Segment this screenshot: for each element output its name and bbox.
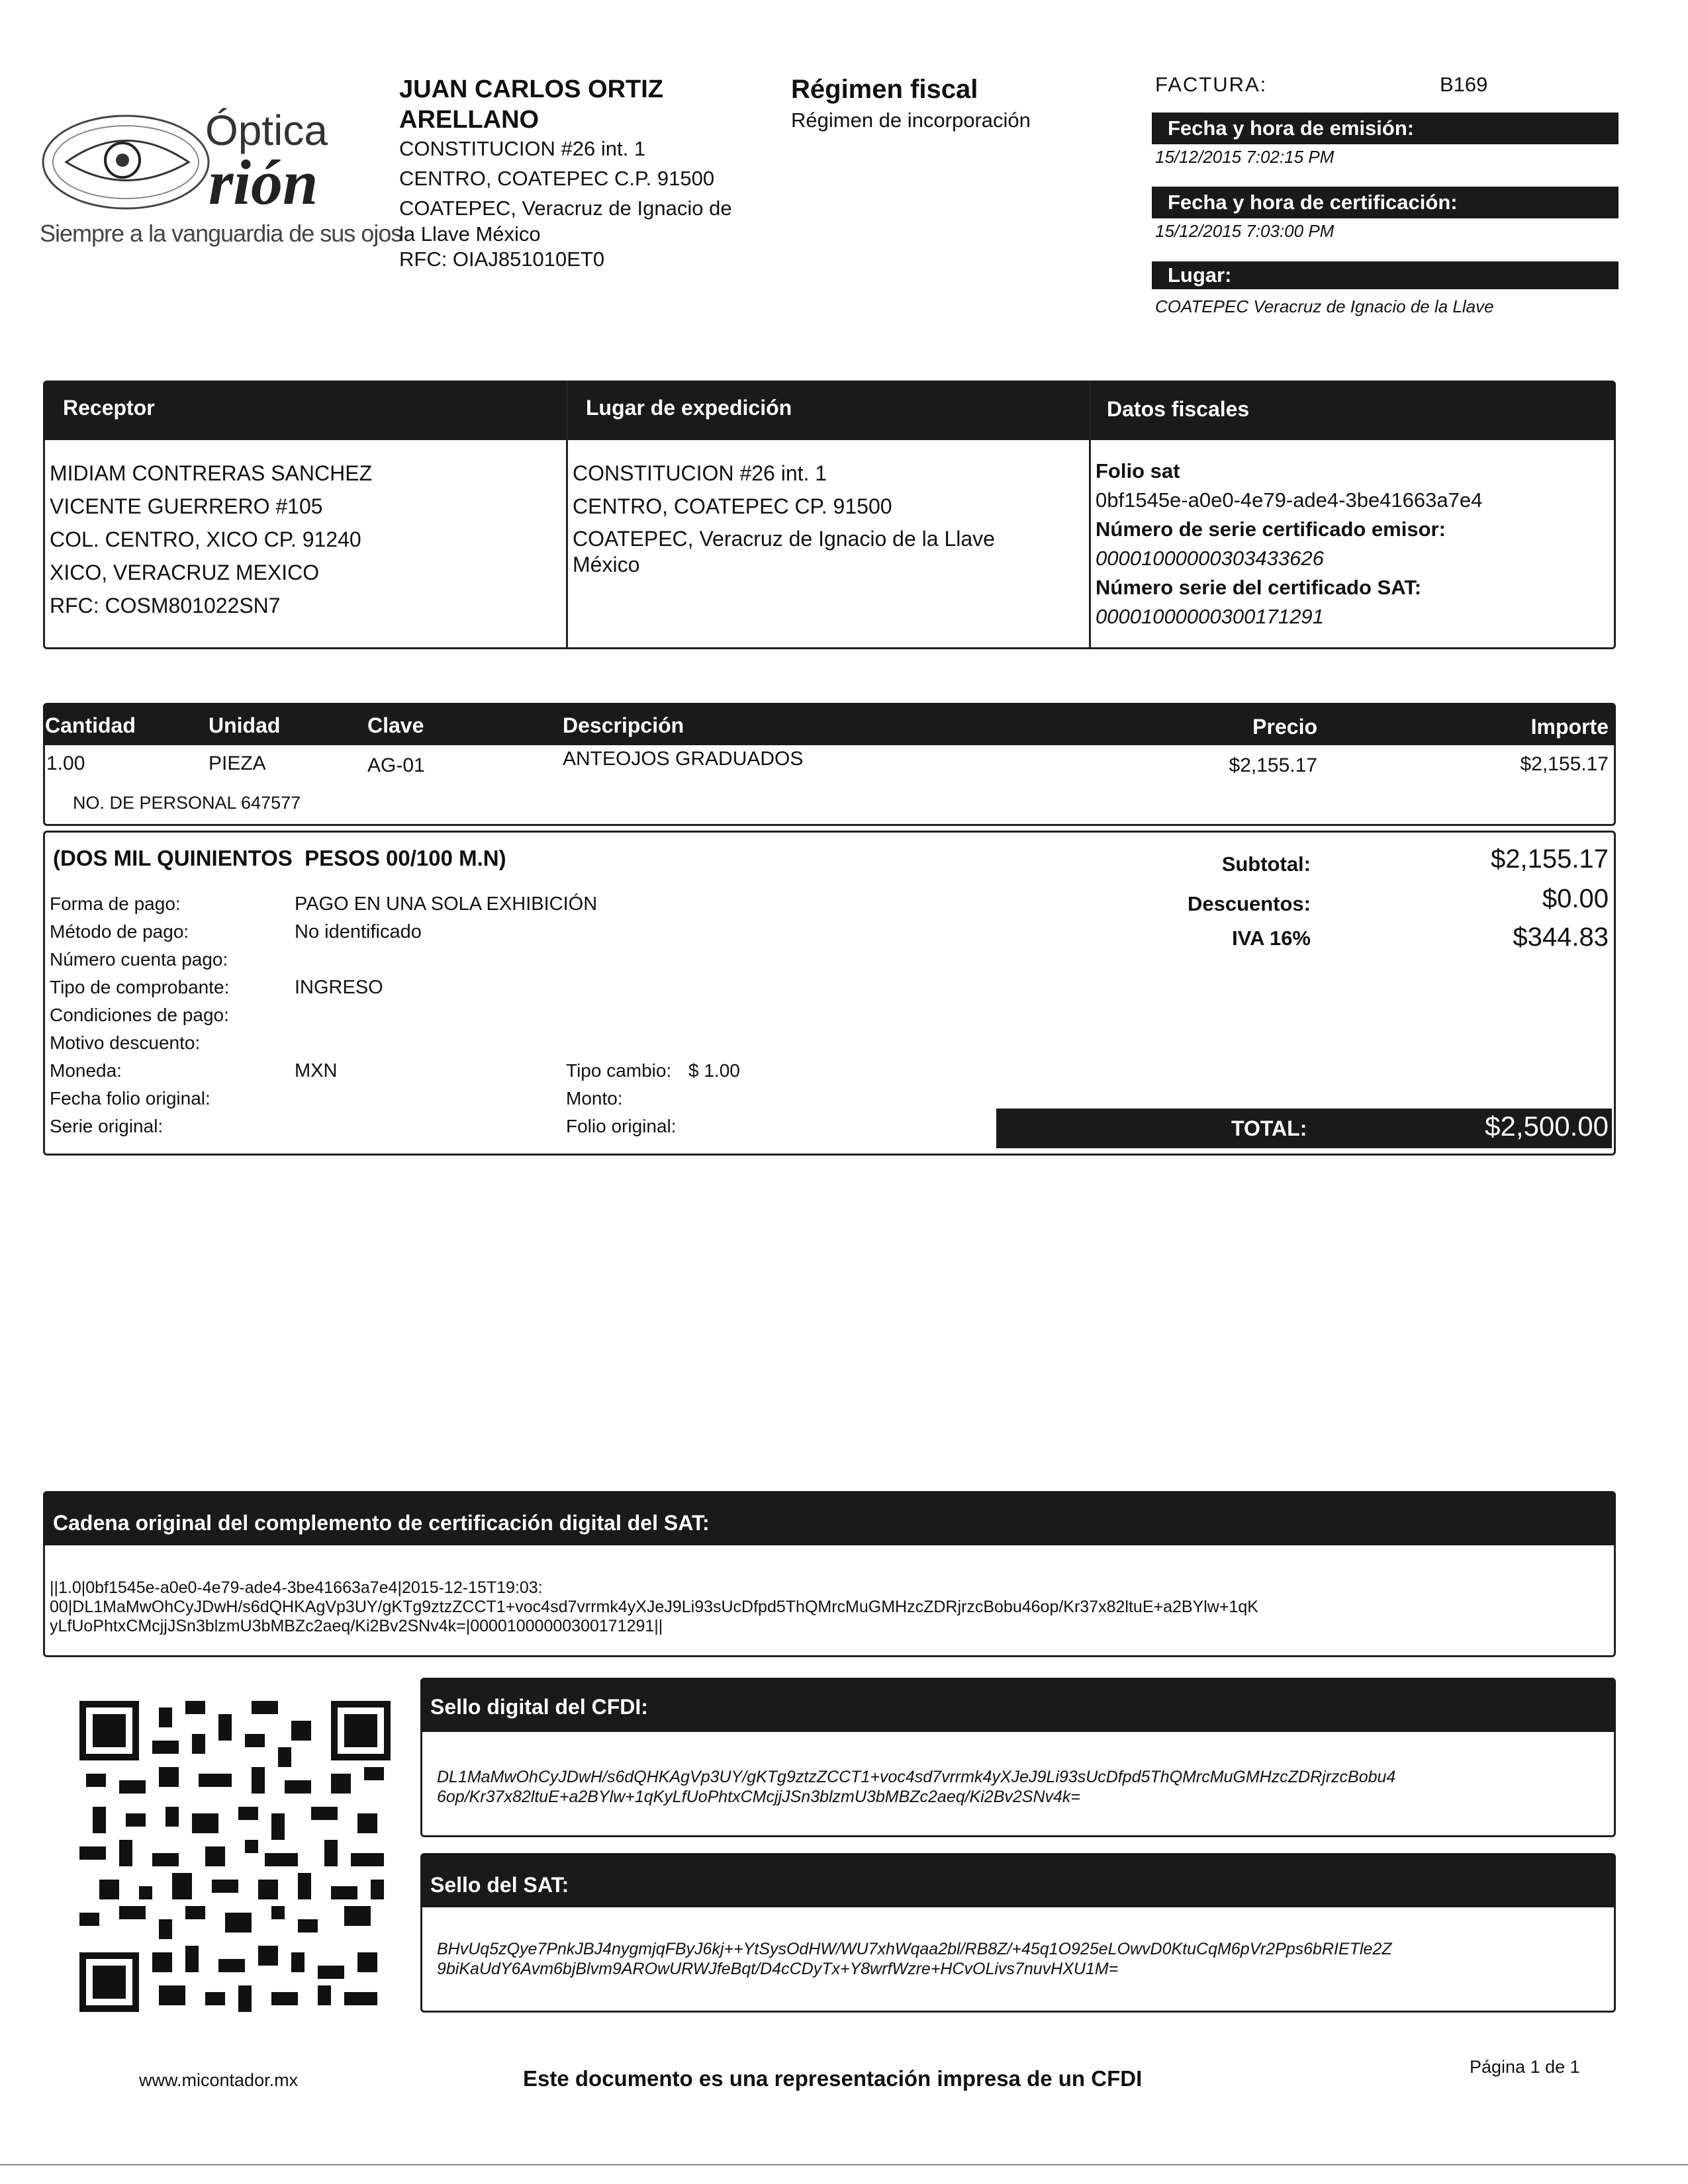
parties-divider-1 (566, 381, 568, 649)
descuentos-label: Descuentos: (1187, 892, 1311, 915)
receptor-details (50, 457, 372, 622)
certificacion-label: Fecha y hora de certificación: (1168, 191, 1458, 214)
sello-cfdi-text (437, 1767, 1395, 1807)
certificacion-value: 15/12/2015 7:03:00 PM (1155, 221, 1335, 241)
tipo-cambio-value: $ 1.00 (688, 1060, 740, 1081)
expedicion-line: COATEPEC, Veracruz de Ignacio de la Llave (573, 527, 995, 551)
expedicion-line: CENTRO, COATEPEC CP. 91500 (573, 494, 892, 518)
tipo-cambio-label: Tipo cambio: (566, 1060, 672, 1081)
issuer-name-line1: JUAN CARLOS ORTIZ (399, 75, 663, 103)
col-header-clave: Clave (367, 713, 424, 737)
summary-labels (50, 890, 229, 1140)
item-importe: $2,155.17 (1520, 753, 1609, 775)
sello-sat-line: BHvUq5zQye7PnkJBJ4nygmjqFByJ6kj++YtSysOdHW/WU7xhWqaa2bl/RB8Z/+45q1O925eLOwvD0KtuCqM6pVr2Pps6bRIETle2Z (437, 1940, 1392, 1958)
sello-sat-line: 9biKaUdY6Avm6bjBlvm9AROwURWJfeBqt/D4cCDyTx+Y8wrfWzre+HCvOLivs7nuvHXU1M= (437, 1960, 1119, 1978)
emision-label: Fecha y hora de emisión: (1168, 116, 1415, 140)
receptor-line: COL. CENTRO, XICO CP. 91240 (50, 527, 361, 551)
parties-header-bar (43, 381, 1616, 440)
receptor-line: XICO, VERACRUZ MEXICO (50, 561, 320, 584)
expedicion-header: Lugar de expedición (586, 396, 792, 420)
subtotal-label: Subtotal: (1221, 852, 1311, 876)
subtotal-value: $2,155.17 (1491, 844, 1609, 874)
expedicion-line: México (573, 553, 640, 576)
sello-sat-header (420, 1853, 1616, 1907)
descuentos-value: $0.00 (1542, 884, 1609, 913)
item-cantidad: 1.00 (46, 752, 85, 774)
lugar-label: Lugar: (1168, 263, 1232, 287)
lugar-header (1152, 261, 1618, 289)
issuer-block (399, 74, 770, 273)
cadena-line: yLfUoPhtxCMcjjJSn3blzmU3bMBZc2aeq/Ki2Bv2SNv4k=|00001000000300171291|| (50, 1617, 663, 1635)
footer-statement: Este documento es una representación impresa de un CFDI (523, 2066, 1143, 2091)
logo-brand: rión (209, 147, 318, 218)
folio-original-label: Folio original: (566, 1116, 677, 1136)
serie-sat-value: 00001000000300171291 (1096, 605, 1324, 628)
cadena-header (43, 1491, 1616, 1545)
fiscales-header: Datos fiscales (1107, 397, 1250, 421)
expedicion-details (573, 457, 995, 574)
condiciones-label: Condiciones de pago: (50, 1005, 229, 1025)
receptor-line: RFC: COSM801022SN7 (50, 594, 281, 617)
col-header-descripcion: Descripción (563, 713, 684, 737)
emision-header (1152, 113, 1618, 144)
lugar-value: COATEPEC Veracruz de Ignacio de la Llave (1155, 296, 1494, 316)
issuer-address4: la Llave México (399, 222, 541, 246)
iva-label: IVA 16% (1232, 927, 1311, 950)
fiscales-details (1096, 457, 1482, 631)
factura-number: B169 (1440, 73, 1488, 96)
sello-sat-text (437, 1939, 1392, 1979)
summary-box (43, 831, 1616, 1156)
total-value: $2,500.00 (1485, 1111, 1609, 1142)
expedicion-line: CONSTITUCION #26 int. 1 (573, 461, 827, 485)
total-label: TOTAL: (1231, 1116, 1307, 1140)
iva-value: $344.83 (1513, 923, 1609, 952)
footer-website: www.micontador.mx (139, 2070, 299, 2090)
issuer-rfc: RFC: OIAJ851010ET0 (399, 248, 605, 271)
cadena-title: Cadena original del complemento de certificación digital del SAT: (53, 1511, 710, 1535)
logo (40, 99, 402, 265)
item-clave: AG-01 (367, 754, 425, 776)
receptor-line: MIDIAM CONTRERAS SANCHEZ (50, 461, 373, 485)
factura-label: FACTURA: (1155, 73, 1268, 96)
amount-in-words: (DOS MIL QUINIENTOS PESOS 00/100 M.N) (53, 846, 506, 870)
sello-cfdi-header (420, 1678, 1616, 1732)
tipo-comprobante-value: INGRESO (295, 977, 383, 998)
serie-sat-label: Número serie del certificado SAT: (1096, 576, 1422, 599)
sello-cfdi-line: 6op/Kr37x82ltuE+a2BYlw+1qKyLfUoPhtxCMcjjJSn3blzmU3bMBZc2aeq/Ki2Bv2SNv4k= (437, 1788, 1081, 1806)
logo-name: Óptica (205, 107, 328, 154)
serie-original-label: Serie original: (50, 1116, 164, 1136)
issuer-address3: COATEPEC, Veracruz de Ignacio de (399, 197, 732, 220)
folio-sat-label: Folio sat (1096, 459, 1180, 482)
col-header-importe: Importe (1530, 715, 1609, 739)
moneda-value: MXN (295, 1060, 338, 1081)
item-precio: $2,155.17 (1229, 754, 1317, 776)
sello-sat-title: Sello del SAT: (430, 1873, 569, 1897)
col-header-unidad: Unidad (209, 713, 281, 737)
col-header-precio: Precio (1252, 715, 1317, 739)
emision-value: 15/12/2015 7:02:15 PM (1155, 147, 1335, 167)
item-descripcion: ANTEOJOS GRADUADOS (563, 748, 804, 770)
issuer-address1: CONSTITUCION #26 int. 1 (399, 137, 646, 160)
forma-pago-label: Forma de pago: (50, 893, 181, 914)
col-header-cantidad: Cantidad (45, 713, 136, 737)
item-unidad: PIEZA (209, 752, 266, 774)
receptor-header: Receptor (63, 396, 155, 420)
certificacion-header (1152, 187, 1618, 218)
sello-cfdi-line: DL1MaMwOhCyJDwH/s6dQHKAgVp3UY/gKTg9ztzZCCT1+voc4sd7vrrmk4yXJeJ9Li93sUcDfpd5ThQMrcMuGMHzcZDRjrzcBobu4 (437, 1768, 1396, 1786)
cadena-text (50, 1578, 1258, 1636)
cadena-line: ||1.0|0bf1545e-a0e0-4e79-ade4-3be41663a7e4|2015-12-15T19:03: (50, 1578, 543, 1597)
qr-code-icon (79, 1701, 391, 2012)
issuer-name-line2: ARELLANO (399, 106, 539, 134)
logo-slogan: Siempre a la vanguardia de sus ojos (40, 220, 402, 247)
motivo-label: Motivo descuento: (50, 1032, 201, 1053)
regimen-value: Régimen de incorporación (791, 109, 1031, 132)
metodo-pago-label: Método de pago: (50, 921, 189, 942)
issuer-address2: CENTRO, COATEPEC C.P. 91500 (399, 167, 715, 190)
sello-cfdi-title: Sello digital del CFDI: (430, 1695, 648, 1719)
folio-sat-value: 0bf1545e-a0e0-4e79-ade4-3be41663a7e4 (1096, 488, 1483, 512)
footer-page: Página 1 de 1 (1470, 2057, 1580, 2077)
receptor-line: VICENTE GUERRERO #105 (50, 494, 323, 518)
tipo-comprobante-label: Tipo de comprobante: (50, 977, 230, 997)
fecha-folio-label: Fecha folio original: (50, 1088, 211, 1109)
cadena-line: 00|DL1MaMwOhCyJDwH/s6dQHKAgVp3UY/gKTg9ztzZCCT1+voc4sd7vrrmk4yXJeJ9Li93sUcDfpd5ThQMrcMuGMHzcZDRjrzcBobu46op/Kr37x82ltuE+a2BYlw+1qK (50, 1598, 1258, 1616)
moneda-label: Moneda: (50, 1060, 122, 1081)
metodo-pago-value: No identificado (295, 921, 422, 942)
regimen-title: Régimen fiscal (791, 75, 978, 104)
parties-divider-2 (1089, 381, 1091, 649)
monto-label: Monto: (566, 1088, 623, 1109)
total-bar (996, 1109, 1612, 1148)
eye-logo-icon (40, 99, 212, 232)
cuenta-pago-label: Número cuenta pago: (50, 949, 228, 970)
item-note: NO. DE PERSONAL 647577 (73, 793, 301, 813)
serie-emisor-label: Número de serie certificado emisor: (1096, 518, 1446, 541)
forma-pago-value: PAGO EN UNA SOLA EXHIBICIÓN (295, 893, 598, 915)
regimen-block (791, 73, 1089, 135)
serie-emisor-value: 00001000000303433626 (1096, 547, 1324, 570)
footer-rule (0, 2164, 1688, 2165)
